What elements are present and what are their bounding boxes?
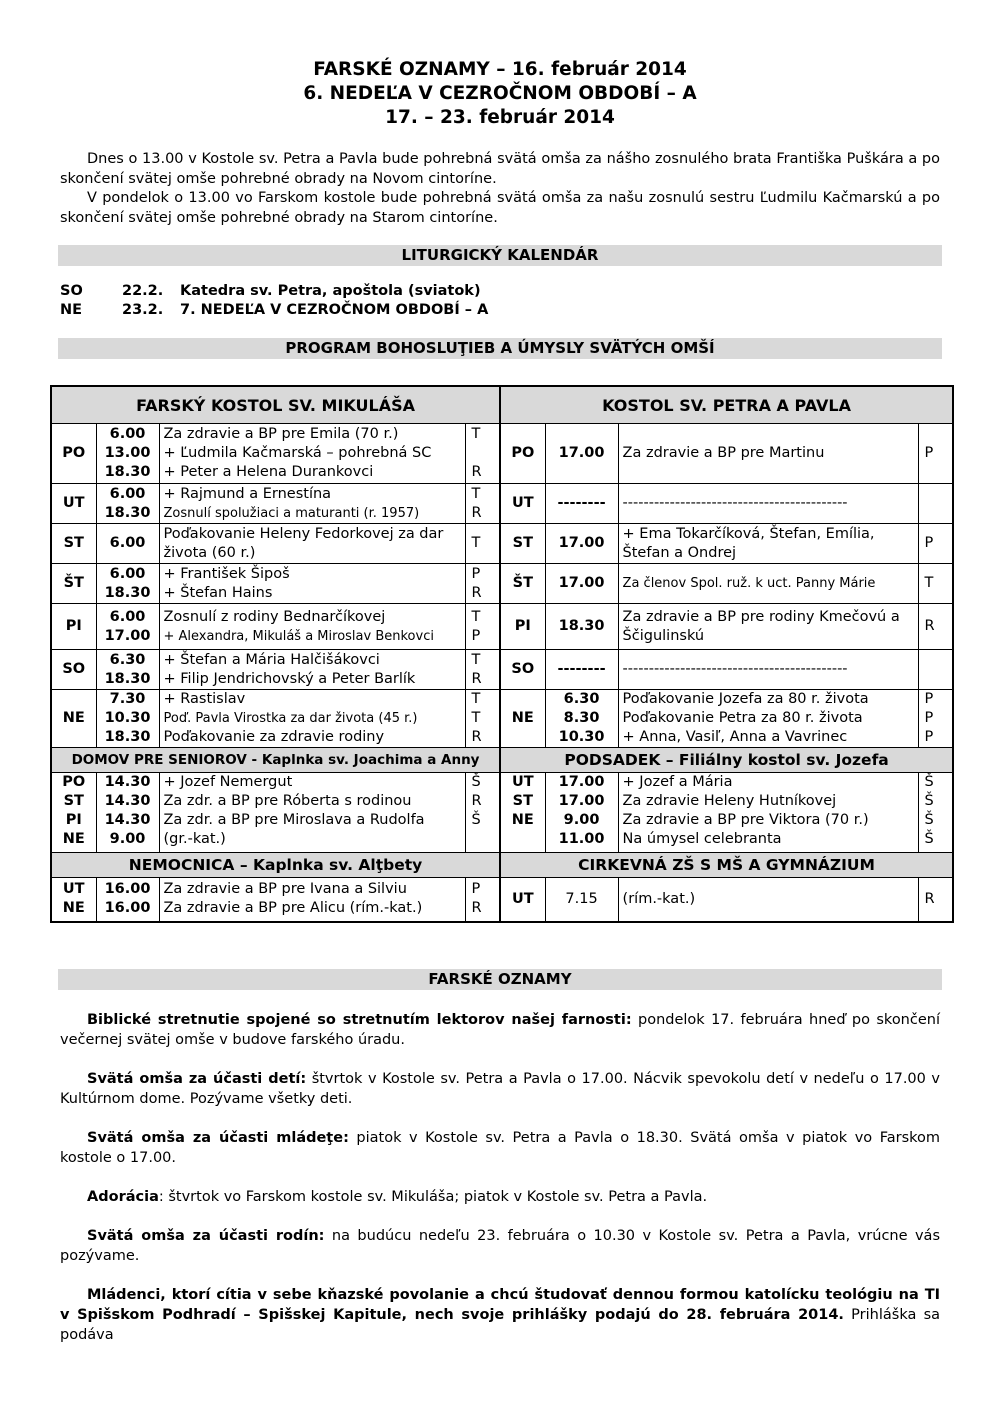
announcement-item	[60, 1226, 940, 1266]
day-cell: NE	[51, 690, 96, 748]
intent-cell-line: + Anna, Vasiľ, Anna a Vavrinec	[622, 729, 848, 745]
announcement-item	[60, 1069, 940, 1109]
day-cell: PI	[500, 604, 545, 650]
intent-cell-line: Za zdravie a BP pre Emila (70 r.)	[163, 426, 399, 442]
code-cell-line: R	[471, 504, 482, 521]
time-cell-line: 14.30	[104, 812, 151, 828]
code-cell	[918, 650, 953, 690]
day-cell: ŠT	[500, 564, 545, 604]
time-cell-line: 16.00	[104, 881, 151, 898]
code-cell-line: P	[924, 729, 934, 745]
announcement-item	[60, 1187, 940, 1207]
code-cell	[465, 524, 500, 564]
time-cell-line: 6.00	[109, 565, 146, 582]
announcement-text: piatok v Kostole sv. Petra a Pavla o 18.30. Svätá omša v piatok vo Farskom kostole o 17.00.	[60, 1130, 940, 1166]
time-cell-line: 7.30	[109, 691, 146, 707]
code-cell	[465, 564, 500, 604]
code-cell-line	[472, 830, 496, 849]
title-line-2: 6. NEDEĽA V CEZROČNOM OBDOBÍ – A	[303, 83, 697, 104]
table-row	[51, 878, 953, 922]
calendar-entry	[60, 301, 488, 320]
announcement-text: Prihláška sa podáva	[60, 1307, 941, 1343]
domov-title: DOMOV PRE SENIOROV - Kaplnka sv. Joachima a Anny	[51, 748, 500, 773]
announcement-text: pondelok 17. februára hneď po skončení večernej svätej omše v budove farského úradu.	[60, 1012, 940, 1048]
document-title	[0, 58, 1000, 130]
code-cell-line: T	[471, 608, 481, 625]
code-cell	[918, 424, 953, 484]
table-row	[51, 484, 953, 524]
day-cell-line: ST	[512, 793, 533, 809]
code-cell-line: Š	[471, 774, 481, 790]
day-cell: PO	[51, 424, 96, 484]
time-cell-line: 18.30	[104, 504, 151, 521]
intent-cell-line: Za zdr. a BP pre Miroslava a Rudolfa	[163, 812, 425, 828]
title-line-1: FARSKÉ OZNAMY – 16. február 2014	[313, 59, 687, 80]
day-cell-line: PO	[62, 774, 86, 790]
code-cell-line: Š	[924, 774, 934, 790]
table-row	[51, 604, 953, 650]
time-cell-line: 6.30	[109, 651, 146, 668]
time-cell-line: 17.00	[104, 627, 151, 644]
intent-cell-line: Na úmysel celebranta	[622, 831, 782, 847]
code-cell-line: Š	[924, 831, 934, 847]
code-cell-line: T	[471, 535, 481, 551]
announcement-item	[60, 1128, 940, 1168]
day-cell: UT	[500, 878, 545, 922]
code-cell-line: T	[471, 651, 481, 668]
calendar-date: 22.2.	[122, 283, 164, 299]
intent-cell-line: + Štefan Hains	[163, 584, 273, 601]
announcement-text: : štvrtok vo Farskom kostole sv. Mikuláša; piatok v Kostole sv. Petra a Pavla.	[158, 1189, 708, 1205]
intent-cell-line: Za zdravie a BP pre Alicu (rím.-kat.)	[163, 900, 423, 917]
code-cell-line: R	[471, 729, 482, 745]
time-cell-line: 10.30	[558, 729, 605, 745]
announcement-lead: Biblické stretnutie spojené so stretnutím lektorov našej farnosti:	[87, 1012, 632, 1028]
day-cell: PO	[500, 424, 545, 484]
code-cell-line: P	[924, 535, 934, 551]
announcements-heading: FARSKÉ OZNAMY	[58, 969, 942, 990]
time-cell-line: 18.30	[104, 670, 151, 687]
time-cell	[96, 690, 159, 748]
announcement-item	[60, 1285, 940, 1345]
intent-cell-line: + Rajmund a Ernestína	[163, 485, 332, 502]
time-cell-line: 17.00	[558, 774, 605, 790]
time-cell	[96, 564, 159, 604]
code-cell-line: P	[924, 691, 934, 707]
day-cell-line: NE	[511, 812, 534, 828]
intent-cell	[618, 424, 918, 484]
time-cell-line: 6.00	[109, 608, 146, 625]
code-cell	[465, 773, 500, 853]
left-church-title: FARSKÝ KOSTOL SV. MIKULÁŠA	[51, 386, 500, 424]
calendar-date: 23.2.	[122, 302, 164, 318]
table-row	[51, 564, 953, 604]
code-cell	[465, 604, 500, 650]
intent-cell	[159, 604, 465, 650]
announcement-lead: Svätá omša za účasti rodín:	[87, 1228, 325, 1244]
intent-cell	[159, 690, 465, 748]
time-cell	[96, 524, 159, 564]
code-cell-line: R	[471, 464, 482, 480]
time-cell-line: 18.30	[104, 464, 151, 480]
intent-cell	[159, 484, 465, 524]
day-cell-line: ST	[63, 793, 84, 809]
code-cell-line: T	[471, 426, 481, 442]
day-cell: SO	[51, 650, 96, 690]
intent-cell-line: + Ľudmila Kačmarská – pohrebná SC	[163, 445, 432, 461]
time-cell	[96, 484, 159, 524]
day-cell	[500, 773, 545, 853]
announcement-lead: Mládenci, ktorí cítia v sebe kňazské povolanie a chcú študovať dennou formou katolícku teológiu na TI v Spišskom Podhradí – Spišskej Kapitule, nech svoje prihlášky podajú do 28. februára 2014.	[60, 1287, 940, 1323]
time-cell-line: 17.00	[558, 793, 605, 809]
intent-cell-line: Poď. Pavla Virostka za dar života (45 r.)	[163, 711, 418, 726]
time-cell	[545, 424, 618, 484]
day-cell: PI	[51, 604, 96, 650]
intent-cell	[618, 604, 918, 650]
code-cell-line: T	[471, 710, 481, 726]
time-cell-line: 18.30	[104, 584, 151, 601]
code-cell-line: T	[471, 691, 481, 707]
time-cell	[545, 604, 618, 650]
intent-cell-line: Zosnulí spolužiaci a maturanti (r. 1957)	[163, 505, 420, 521]
code-cell-line: Š	[924, 812, 934, 828]
time-cell	[96, 424, 159, 484]
intent-cell	[618, 524, 918, 564]
time-cell	[545, 564, 618, 604]
code-cell-line: Š	[471, 812, 481, 828]
intent-cell	[159, 424, 465, 484]
day-cell-line: NE	[62, 831, 85, 847]
intent-cell	[618, 773, 918, 853]
table-row	[51, 690, 953, 748]
day-cell-line: UT	[62, 881, 85, 898]
code-cell-line	[925, 660, 949, 679]
code-cell-line: R	[471, 670, 482, 687]
table-row	[51, 524, 953, 564]
code-cell	[918, 773, 953, 853]
intent-cell-line: + Alexandra, Mikuláš a Miroslav Benkovci	[163, 628, 434, 644]
announcement-text: na budúcu nedeľu 23. februára o 10.30 v Kostole sv. Petra a Pavla, vrúcne vás pozývame.	[60, 1228, 940, 1264]
time-cell-line: 9.00	[563, 812, 600, 828]
code-cell	[465, 424, 500, 484]
code-cell	[918, 604, 953, 650]
calendar-text: Katedra sv. Petra, apoštola (sviatok)	[180, 283, 481, 299]
intent-cell-line: Za zdravie a BP pre Ivana a Silviu	[163, 881, 407, 898]
intent-cell	[618, 564, 918, 604]
intro-section	[60, 150, 940, 228]
code-cell	[465, 878, 500, 922]
day-cell: ST	[500, 524, 545, 564]
day-cell: NE	[500, 690, 545, 748]
day-cell	[51, 773, 96, 853]
announcement-text: štvrtok v Kostole sv. Petra a Pavla o 17.00. Nácvik spevokolu detí v nedeľu o 17.00 v Kultúrnom dome. Pozývame všetky deti.	[60, 1071, 940, 1107]
intent-cell-line: (gr.-kat.)	[163, 831, 226, 847]
code-cell-line: T	[924, 575, 934, 591]
time-cell-line: 17.00	[558, 575, 605, 591]
intent-cell-line: + Jozef Nemergut	[163, 774, 293, 790]
intro-paragraph-2: V pondelok o 13.00 vo Farskom kostole bude pohrebná svätá omša za našu zosnulú sestru Ľudmilu Kačmarskú a po skončení svätej omše pohrebné obrady na Starom cintoríne.	[60, 190, 940, 226]
announcement-lead: Svätá omša za účasti detí:	[87, 1071, 307, 1087]
intent-cell-line: Za členov Spol. ruž. k uct. Panny Márie	[622, 576, 876, 591]
time-cell-line: 6.30	[563, 691, 600, 707]
section-header-row	[51, 853, 953, 878]
day-cell: UT	[51, 484, 96, 524]
intent-cell-line: Za zdravie a BP pre Viktora (70 r.)	[622, 812, 869, 828]
calendar-entry	[60, 282, 481, 301]
time-cell-line: 11.00	[558, 831, 605, 847]
intent-cell-line: Za zdravie a BP pre Martinu	[622, 445, 825, 461]
announcements-list	[60, 1010, 940, 1364]
intent-cell	[618, 690, 918, 748]
time-cell-line: --------	[557, 661, 606, 677]
mass-schedule-table	[50, 385, 954, 923]
code-cell-line: P	[471, 565, 481, 582]
code-cell-line: P	[924, 710, 934, 726]
intent-cell-line: Poďakovanie Petra za 80 r. života	[622, 710, 863, 726]
intent-cell-line: + Jozef a Mária	[622, 774, 733, 790]
calendar-day: NE	[60, 302, 83, 318]
time-cell: 7.15	[545, 878, 618, 922]
podsadek-title: PODSADEK – Filiálny kostol sv. Jozefa	[500, 748, 953, 773]
day-cell: ŠT	[51, 564, 96, 604]
intent-cell-line: Za zdravie a BP pre rodiny Kmečovú a Ščigulinskú	[622, 608, 900, 644]
code-cell-line: P	[471, 627, 481, 644]
right-church-title: KOSTOL SV. PETRA A PAVLA	[500, 386, 953, 424]
announcement-item	[60, 1010, 940, 1050]
day-cell	[51, 878, 96, 922]
intent-cell-line: Poďakovanie Heleny Fedorkovej za dar života (60 r.)	[163, 525, 444, 561]
code-cell-line: R	[471, 584, 482, 601]
calendar-heading: LITURGICKÝ KALENDÁR	[58, 245, 942, 266]
nemocnica-title: NEMOCNICA – Kaplnka sv. Alţbety	[51, 853, 500, 878]
time-cell-line: 14.30	[104, 774, 151, 790]
intent-cell-line: Za zdr. a BP pre Róberta s rodinou	[163, 793, 412, 809]
code-cell-line: P	[471, 881, 481, 898]
code-cell-line	[472, 444, 496, 463]
time-cell-line: 6.00	[109, 535, 146, 551]
code-cell: R	[918, 878, 953, 922]
intent-cell: (rím.-kat.)	[618, 878, 918, 922]
intent-cell	[618, 650, 918, 690]
calendar-text: 7. NEDEĽA V CEZROČNOM OBDOBÍ – A	[180, 302, 489, 318]
intent-cell-line: Zosnulí z rodiny Bednarčíkovej	[163, 608, 386, 625]
code-cell-line: Š	[924, 793, 934, 809]
time-cell-line: 17.00	[558, 535, 605, 551]
day-cell-line: UT	[511, 774, 534, 790]
code-cell-line: R	[471, 900, 482, 917]
intent-cell-line: Poďakovanie Jozefa za 80 r. života	[622, 691, 869, 707]
announcement-lead: Svätá omša za účasti mládeţe:	[87, 1130, 349, 1146]
intent-cell	[159, 650, 465, 690]
time-cell	[545, 773, 618, 853]
code-cell-line	[925, 494, 949, 513]
day-cell: UT	[500, 484, 545, 524]
time-cell	[545, 524, 618, 564]
time-cell-line: 9.00	[109, 831, 146, 847]
time-cell-line: 18.30	[104, 729, 151, 745]
intent-cell-line: + Filip Jendrichovský a Peter Barlík	[163, 670, 416, 687]
code-cell	[918, 564, 953, 604]
time-cell-line: 6.00	[109, 485, 146, 502]
time-cell-line: --------	[557, 495, 606, 511]
intent-cell-line: -------------------------------------------	[622, 661, 848, 677]
time-cell-line: 13.00	[104, 445, 151, 461]
time-cell-line: 6.00	[109, 426, 146, 442]
table-row	[51, 650, 953, 690]
table-row	[51, 424, 953, 484]
code-cell-line: T	[471, 485, 481, 502]
section-header-row	[51, 748, 953, 773]
intent-cell-line: + Peter a Helena Durankovci	[163, 464, 374, 480]
intent-cell-line: -------------------------------------------	[622, 495, 848, 511]
code-cell-line: R	[924, 618, 935, 634]
day-cell-line	[505, 830, 541, 849]
code-cell	[918, 524, 953, 564]
time-cell	[96, 773, 159, 853]
day-cell: SO	[500, 650, 545, 690]
intent-cell	[159, 878, 465, 922]
skola-title: CIRKEVNÁ ZŠ S MŠ A GYMNÁZIUM	[500, 853, 953, 878]
intent-cell-line: + Rastislav	[163, 691, 246, 707]
time-cell	[545, 484, 618, 524]
code-cell-line: R	[471, 793, 482, 809]
calendar-day: SO	[60, 283, 83, 299]
time-cell-line: 17.00	[558, 445, 605, 461]
intent-cell-line: Za zdravie Heleny Hutníkovej	[622, 793, 837, 809]
day-cell: ST	[51, 524, 96, 564]
intent-cell	[159, 773, 465, 853]
time-cell-line: 16.00	[104, 900, 151, 917]
time-cell	[545, 650, 618, 690]
code-cell	[918, 484, 953, 524]
time-cell	[96, 878, 159, 922]
intent-cell-line: + Ema Tokarčíková, Štefan, Emília, Štefan a Ondrej	[622, 525, 875, 561]
intent-cell	[159, 564, 465, 604]
code-cell	[465, 650, 500, 690]
time-cell-line: 18.30	[558, 618, 605, 634]
intro-paragraph-1: Dnes o 13.00 v Kostole sv. Petra a Pavla bude pohrebná svätá omša za nášho zosnulého brata Františka Puškára a po skončení svätej omše pohrebné obrady na Novom cintoríne.	[60, 151, 940, 187]
day-cell-line: NE	[62, 900, 85, 917]
time-cell	[96, 604, 159, 650]
title-line-3: 17. – 23. február 2014	[385, 107, 615, 128]
table-row	[51, 773, 953, 853]
intent-cell-line: + František Šipoš	[163, 565, 290, 582]
table-header-row	[51, 386, 953, 424]
time-cell-line: 14.30	[104, 793, 151, 809]
announcement-lead: Adorácia	[87, 1189, 159, 1205]
code-cell	[918, 690, 953, 748]
intent-cell-line: Poďakovanie za zdravie rodiny	[163, 729, 385, 745]
code-cell-line: P	[924, 445, 934, 461]
program-heading: PROGRAM BOHOSLUŢIEB A ÚMYSLY SVÄTÝCH OMŠÍ	[58, 338, 942, 359]
day-cell-line: PI	[65, 812, 82, 828]
time-cell	[96, 650, 159, 690]
time-cell-line: 8.30	[563, 710, 600, 726]
time-cell	[545, 690, 618, 748]
code-cell	[465, 484, 500, 524]
time-cell-line: 10.30	[104, 710, 151, 726]
intent-cell	[618, 484, 918, 524]
code-cell	[465, 690, 500, 748]
intent-cell	[159, 524, 465, 564]
intent-cell-line: + Štefan a Mária Halčišákovci	[163, 651, 380, 668]
